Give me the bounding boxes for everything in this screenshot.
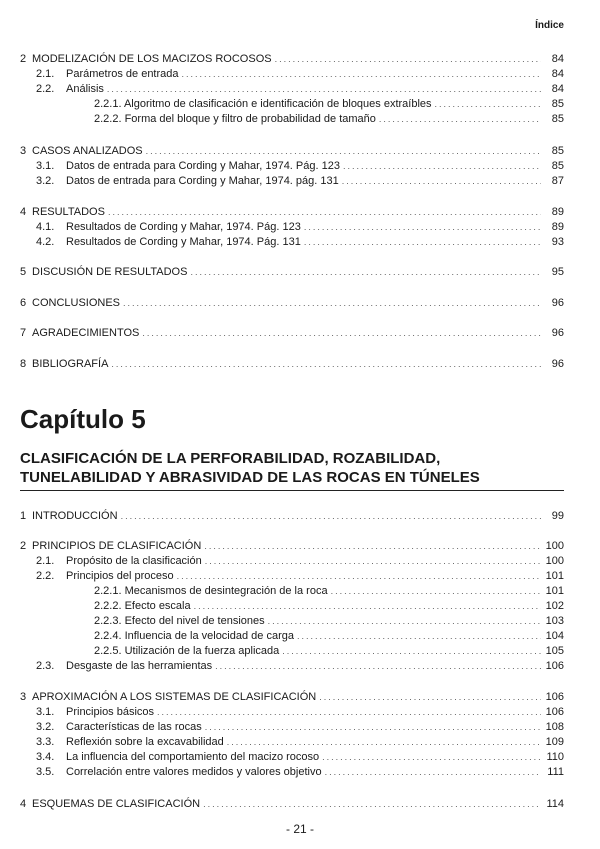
toc-leader-dots — [121, 509, 541, 523]
toc-entry-title: 2.2.2. Efecto escala — [94, 600, 191, 612]
toc-entry-number: 7 — [20, 327, 27, 339]
toc-leader-dots — [268, 614, 541, 628]
toc-leader-dots — [325, 765, 541, 779]
toc-leader-dots — [275, 52, 541, 66]
toc-entry — [20, 509, 564, 523]
toc-entry-number: 3.1. — [36, 706, 55, 718]
toc-entry-page: 114 — [546, 798, 564, 810]
toc-entry-number: 3.2. — [36, 721, 55, 733]
toc-entry — [20, 614, 564, 628]
toc-entry — [20, 67, 564, 81]
toc-entry — [20, 357, 564, 371]
toc-entry — [20, 235, 564, 249]
toc-entry-title: Principios básicos — [66, 706, 155, 718]
toc-entry-title: 2.2.1. Mecanismos de desintegración de la roca — [94, 585, 328, 597]
toc-leader-dots — [205, 720, 541, 734]
page-number: - 21 - — [285, 822, 314, 836]
toc-entry-page: 96 — [551, 327, 564, 339]
toc-entry-number: 2 — [20, 540, 27, 552]
toc-entry-number: 4.1. — [36, 221, 55, 233]
toc-entry-page: 84 — [551, 83, 564, 95]
toc-entry-page: 110 — [546, 751, 564, 763]
toc-leader-dots — [282, 644, 541, 658]
toc-leader-dots — [205, 554, 541, 568]
toc-entry-number: 3.5. — [36, 766, 55, 778]
running-header: Índice — [535, 20, 564, 31]
toc-entry-title: 2.2.4. Influencia de la velocidad de carga — [94, 630, 294, 642]
toc-entry — [20, 174, 564, 188]
toc-leader-dots — [177, 569, 541, 583]
toc-leader-dots — [107, 82, 541, 96]
toc-leader-dots — [123, 296, 541, 310]
toc-entry-page: 109 — [545, 736, 564, 748]
toc-leader-dots — [322, 750, 541, 764]
toc-entry-title: ESQUEMAS DE CLASIFICACIÓN — [32, 798, 201, 810]
toc-entry-number: 4 — [20, 206, 27, 218]
toc-leader-dots — [304, 220, 541, 234]
toc-entry — [20, 97, 564, 111]
toc-entry — [20, 644, 564, 658]
toc-entry — [20, 554, 564, 568]
toc-entry — [20, 659, 564, 673]
toc-entry-title: Reflexión sobre la excavabilidad — [66, 736, 224, 748]
toc-entry-page: 100 — [545, 555, 564, 567]
toc-entry-title: PRINCIPIOS DE CLASIFICACIÓN — [32, 540, 202, 552]
toc-entry-page: 106 — [545, 706, 564, 718]
toc-entry — [20, 705, 564, 719]
toc-entry — [20, 765, 564, 779]
toc-entry-page: 89 — [551, 206, 564, 218]
toc-entry-title: Análisis — [66, 83, 104, 95]
toc-entry-number: 3 — [20, 145, 27, 157]
toc-entry-title: Desgaste de las herramientas — [66, 660, 213, 672]
toc-entry-title: MODELIZACIÓN DE LOS MACIZOS ROCOSOS — [32, 53, 272, 65]
toc-leader-dots — [227, 735, 541, 749]
toc-entry-number: 1 — [20, 510, 27, 522]
toc-entry-title: Propósito de la clasificación — [66, 555, 202, 567]
toc-leader-dots — [182, 67, 541, 81]
toc-entry-page: 95 — [551, 266, 564, 278]
toc-entry-page: 100 — [545, 540, 564, 552]
toc-entry-title: INTRODUCCIÓN — [32, 510, 118, 522]
toc-leader-dots — [194, 599, 541, 613]
toc-entry — [20, 797, 564, 811]
toc-entry — [20, 82, 564, 96]
toc-entry-number: 2.1. — [36, 68, 55, 80]
toc-leader-dots — [435, 97, 541, 111]
toc-entry-title: Resultados de Cording y Mahar, 1974. Pág. 131 — [66, 236, 301, 248]
toc-entry — [20, 599, 564, 613]
toc-entry-title: DISCUSIÓN DE RESULTADOS — [32, 266, 188, 278]
toc-entry — [20, 144, 564, 158]
toc-entry-page: 105 — [545, 645, 564, 657]
toc-entry-page: 85 — [551, 113, 564, 125]
toc-leader-dots — [379, 112, 541, 126]
toc-entry — [20, 735, 564, 749]
toc-entry-number: 4 — [20, 798, 27, 810]
toc-entry-number: 3 — [20, 691, 27, 703]
toc-entry-title: Características de las rocas — [66, 721, 202, 733]
toc-entry — [20, 750, 564, 764]
toc-leader-dots — [319, 690, 541, 704]
toc-entry-page: 93 — [551, 236, 564, 248]
toc-entry-title: Parámetros de entrada — [66, 68, 179, 80]
toc-entry-title: 2.2.2. Forma del bloque y filtro de probabilidad de tamaño — [94, 113, 376, 125]
toc-entry-title: RESULTADOS — [32, 206, 105, 218]
chapter-title: Capítulo 5 — [20, 404, 146, 434]
toc-entry — [20, 296, 564, 310]
toc-entry-number: 3.2. — [36, 175, 55, 187]
toc-entry-page: 85 — [551, 160, 564, 172]
toc-entry-page: 103 — [545, 615, 564, 627]
toc-entry-title: CONCLUSIONES — [32, 297, 121, 309]
toc-entry-number: 3.4. — [36, 751, 55, 763]
toc-entry — [20, 265, 564, 279]
toc-entry-page: 85 — [551, 98, 564, 110]
toc-entry-page: 89 — [551, 221, 564, 233]
toc-entry-number: 2.2. — [36, 570, 55, 582]
toc-leader-dots — [304, 235, 541, 249]
toc-entry-title: 2.2.5. Utilización de la fuerza aplicada — [94, 645, 280, 657]
toc-entry-number: 3.1. — [36, 160, 55, 172]
toc-entry-page: 96 — [551, 358, 564, 370]
toc-entry — [20, 220, 564, 234]
toc-entry-page: 106 — [545, 691, 564, 703]
toc-entry-title: APROXIMACIÓN A LOS SISTEMAS DE CLASIFICACIÓN — [32, 691, 317, 703]
chapter-subtitle: CLASIFICACIÓN DE LA PERFORABILIDAD, ROZABILIDAD, TUNELABILIDAD Y ABRASIVIDAD DE LAS ROCAS EN TÚNELES — [20, 450, 480, 486]
toc-entry-title: CASOS ANALIZADOS — [32, 145, 143, 157]
toc-entry-page: 85 — [551, 145, 564, 157]
toc-leader-dots — [108, 205, 541, 219]
toc-entry-number: 3.3. — [36, 736, 55, 748]
toc-entry-title: BIBLIOGRAFÍA — [32, 358, 109, 370]
toc-entry-page: 101 — [545, 570, 564, 582]
toc-entry — [20, 720, 564, 734]
toc-entry-page: 102 — [545, 600, 564, 612]
toc-leader-dots — [204, 539, 541, 553]
toc-leader-dots — [146, 144, 541, 158]
toc-leader-dots — [203, 797, 541, 811]
toc-leader-dots — [111, 357, 541, 371]
toc-entry-page: 101 — [545, 585, 564, 597]
toc-entry — [20, 629, 564, 643]
toc-entry — [20, 205, 564, 219]
toc-entry-title: 2.2.3. Efecto del nivel de tensiones — [94, 615, 265, 627]
toc-entry-number: 4.2. — [36, 236, 55, 248]
toc-entry-number: 8 — [20, 358, 27, 370]
toc-entry-page: 99 — [551, 510, 564, 522]
toc-entry-page: 111 — [547, 766, 564, 778]
toc-entry-number: 5 — [20, 266, 27, 278]
toc-leader-dots — [343, 159, 541, 173]
toc-entry-page: 106 — [545, 660, 564, 672]
toc-entry-number: 2.3. — [36, 660, 55, 672]
toc-entry-title: Datos de entrada para Cording y Mahar, 1974. pág. 131 — [66, 175, 339, 187]
toc-entry-page: 84 — [551, 68, 564, 80]
toc-entry — [20, 326, 564, 340]
toc-leader-dots — [342, 174, 541, 188]
toc-leader-dots — [142, 326, 541, 340]
toc-entry-number: 2.1. — [36, 555, 55, 567]
toc-entry — [20, 569, 564, 583]
toc-entry — [20, 159, 564, 173]
toc-entry — [20, 690, 564, 704]
toc-entry-page: 108 — [545, 721, 564, 733]
toc-entry-number: 6 — [20, 297, 27, 309]
chapter-divider — [20, 490, 564, 491]
toc-leader-dots — [215, 659, 541, 673]
toc-leader-dots — [190, 265, 541, 279]
toc-entry-title: Resultados de Cording y Mahar, 1974. Pág. 123 — [66, 221, 301, 233]
toc-entry-title: Datos de entrada para Cording y Mahar, 1974. Pág. 123 — [66, 160, 340, 172]
toc-leader-dots — [331, 584, 541, 598]
toc-leader-dots — [297, 629, 541, 643]
toc-entry-title: La influencia del comportamiento del macizo rocoso — [66, 751, 320, 763]
toc-entry-title: Principios del proceso — [66, 570, 174, 582]
toc-entry-number: 2.2. — [36, 83, 55, 95]
toc-entry-page: 87 — [551, 175, 564, 187]
toc-entry-number: 2 — [20, 53, 27, 65]
toc-entry-page: 104 — [545, 630, 564, 642]
toc-entry — [20, 52, 564, 66]
toc-entry-title: 2.2.1. Algoritmo de clasificación e identificación de bloques extraíbles — [94, 98, 432, 110]
toc-entry-page: 84 — [551, 53, 564, 65]
toc-leader-dots — [157, 705, 541, 719]
toc-entry-title: AGRADECIMIENTOS — [32, 327, 140, 339]
toc-entry — [20, 584, 564, 598]
toc-entry — [20, 539, 564, 553]
toc-entry-page: 96 — [551, 297, 564, 309]
toc-entry — [20, 112, 564, 126]
toc-entry-title: Correlación entre valores medidos y valores objetivo — [66, 766, 322, 778]
